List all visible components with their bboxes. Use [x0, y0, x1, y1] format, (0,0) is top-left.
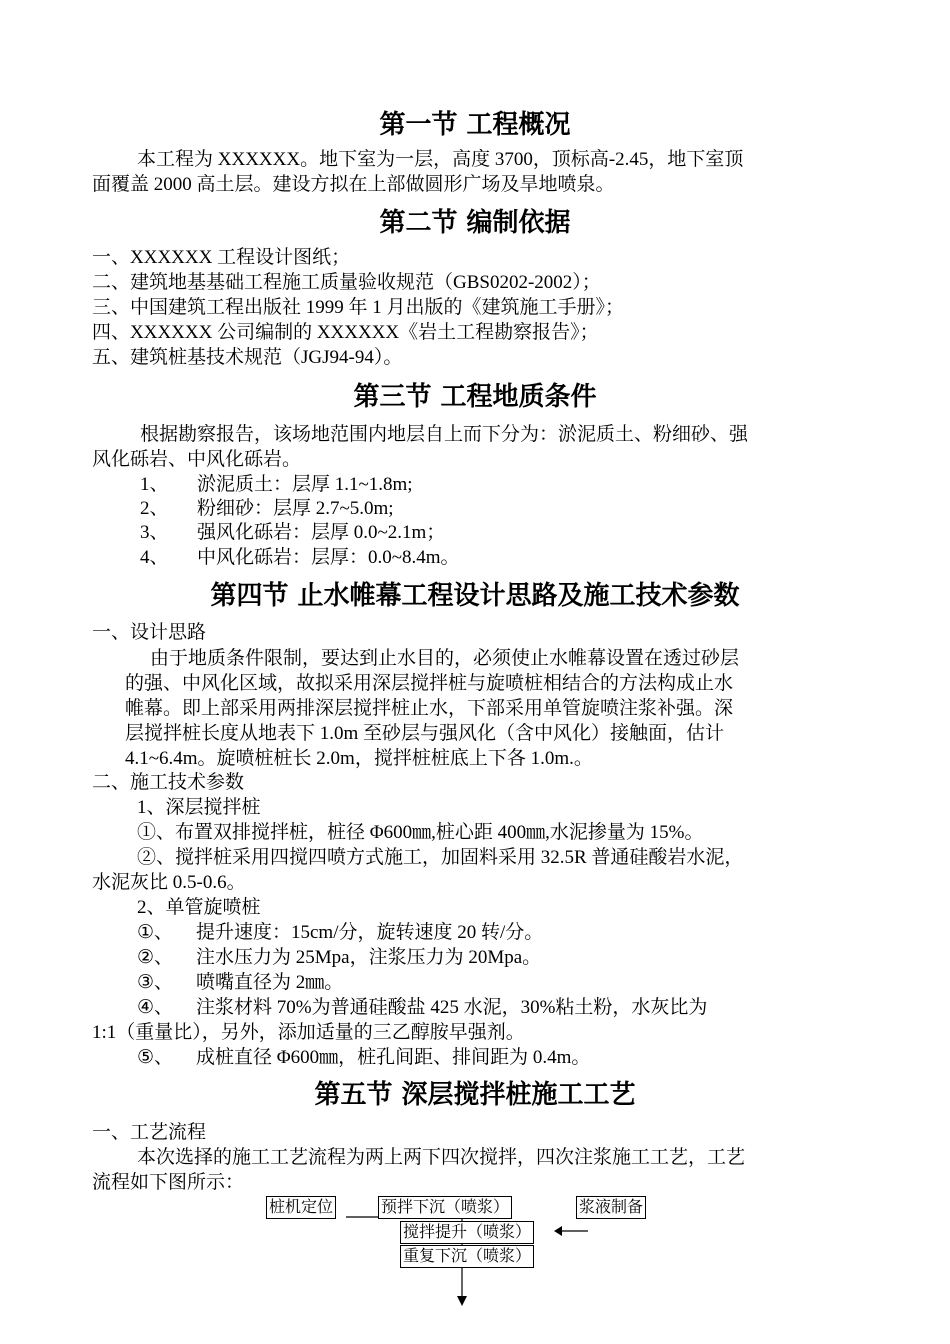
- basis-item-3: 三、中国建筑工程出版社 1999 年 1 月出版的《建筑施工手册》；: [92, 297, 625, 318]
- design-heading: 一、设计思路: [92, 622, 207, 643]
- jet-param-4-continuation: 1:1（重量比），另外，添加适量的三乙醇胺早强剂。: [92, 1022, 525, 1043]
- flow-box-pile-positioning: 桩机定位: [266, 1196, 336, 1219]
- jet-param-2-text: 注水压力为 25Mpa，注浆压力为 20Mpa。: [196, 947, 542, 968]
- design-line-4: 层搅拌桩长度从地表下 1.0m 至砂层与强风化（含中风化）接触面，估计: [125, 723, 725, 744]
- flow-box-mix-lift: 搅拌提升（喷浆）: [400, 1221, 534, 1244]
- layer-1-number: 1、: [140, 474, 169, 495]
- mixing-pile-heading: 1、深层搅拌桩: [137, 797, 261, 818]
- layer-2-number: 2、: [140, 498, 169, 519]
- jet-param-4-number: ④、: [137, 997, 174, 1018]
- section-5-paragraph-line-1: 本次选择的施工工艺流程为两上两下四次搅拌，四次注浆施工工艺，工艺: [137, 1147, 746, 1168]
- jet-param-1-number: ①、: [137, 922, 174, 943]
- section-5-title: 第五节 深层搅拌桩施工工艺: [314, 1080, 636, 1110]
- section-3-title: 第三节 工程地质条件: [353, 382, 597, 412]
- design-line-3: 帷幕。即上部采用两排深层搅拌桩止水，下部采用单管旋喷注浆补强。深: [125, 698, 734, 719]
- design-line-1: 由于地质条件限制，要达到止水目的，必须使止水帷幕设置在透过砂层: [150, 648, 740, 669]
- section-1-paragraph-line-1: 本工程为 XXXXXX。地下室为一层，高度 3700，顶标高-2.45，地下室顶: [137, 149, 744, 170]
- jet-param-1-text: 提升速度：15cm/分，旋转速度 20 转/分。: [196, 922, 544, 943]
- jet-pile-heading: 2、单管旋喷桩: [137, 897, 261, 918]
- jet-param-5-text: 成桩直径 Φ600㎜，桩孔间距、排间距为 0.4m。: [196, 1047, 591, 1068]
- layer-3-number: 3、: [140, 522, 169, 543]
- design-line-5: 4.1~6.4m。旋喷桩桩长 2.0m，搅拌桩桩底上下各 1.0m.。: [125, 748, 593, 769]
- flow-box-pre-mix-sink: 预拌下沉（喷浆）: [378, 1196, 512, 1219]
- layer-1-text: 淤泥质土：层厚 1.1~1.8m;: [197, 474, 413, 495]
- section-1-paragraph-line-2: 面覆盖 2000 高土层。建设方拟在上部做圆形广场及旱地喷泉。: [92, 174, 615, 195]
- design-line-2: 的强、中风化区域，故拟采用深层搅拌桩与旋喷桩相结合的方法构成止水: [125, 673, 734, 694]
- arrow-left-icon: [554, 1226, 562, 1236]
- layer-2-text: 粉细砂：层厚 2.7~5.0m;: [197, 498, 394, 519]
- jet-param-2-number: ②、: [137, 947, 174, 968]
- flow-box-slurry-prep: 浆液制备: [576, 1196, 646, 1219]
- layer-4-number: 4、: [140, 547, 169, 568]
- mixing-param-1: ①、布置双排搅拌桩，桩径 Φ600㎜,桩心距 400㎜,水泥掺量为 15%。: [137, 822, 704, 843]
- basis-item-5: 五、建筑桩基技术规范（JGJ94-94）。: [92, 347, 403, 368]
- params-heading: 二、施工技术参数: [92, 772, 245, 793]
- basis-item-4: 四、XXXXXX 公司编制的 XXXXXX《岩土工程勘察报告》；: [92, 322, 599, 343]
- section-1-title: 第一节 工程概况: [379, 110, 571, 140]
- flow-box-repeat-sink: 重复下沉（喷浆）: [400, 1245, 534, 1268]
- section-2-title: 第二节 编制依据: [379, 208, 571, 238]
- basis-item-1: 一、XXXXXX 工程设计图纸；: [92, 247, 351, 268]
- layer-4-text: 中风化砾岩：层厚：0.0~8.4m。: [197, 547, 460, 568]
- jet-param-3-text: 喷嘴直径为 2㎜。: [196, 972, 344, 993]
- jet-param-4-text: 注浆材料 70%为普通硅酸盐 425 水泥，30%粘土粉，水灰比为: [196, 997, 708, 1018]
- section-5-paragraph-line-2: 流程如下图所示：: [92, 1172, 245, 1193]
- jet-param-5-number: ⑤、: [137, 1047, 174, 1068]
- flow-heading: 一、工艺流程: [92, 1122, 207, 1143]
- mixing-param-2-line-2: 水泥灰比 0.5-0.6。: [92, 872, 246, 893]
- mixing-param-2-line-1: ②、搅拌桩采用四搅四喷方式施工，加固料采用 32.5R 普通硅酸岩水泥，: [137, 847, 744, 868]
- layer-3-text: 强风化砾岩：层厚 0.0~2.1m；: [197, 522, 446, 543]
- arrow-down-icon: [457, 1296, 467, 1306]
- basis-item-2: 二、建筑地基基础工程施工质量验收规范（GBS0202-2002）；: [92, 272, 601, 293]
- section-4-title: 第四节 止水帷幕工程设计思路及施工技术参数: [210, 581, 740, 611]
- section-3-paragraph-line-1: 根据勘察报告，该场地范围内地层自上而下分为：淤泥质土、粉细砂、强: [140, 424, 749, 445]
- jet-param-3-number: ③、: [137, 972, 174, 993]
- section-3-paragraph-line-2: 风化砾岩、中风化砾岩。: [92, 449, 302, 470]
